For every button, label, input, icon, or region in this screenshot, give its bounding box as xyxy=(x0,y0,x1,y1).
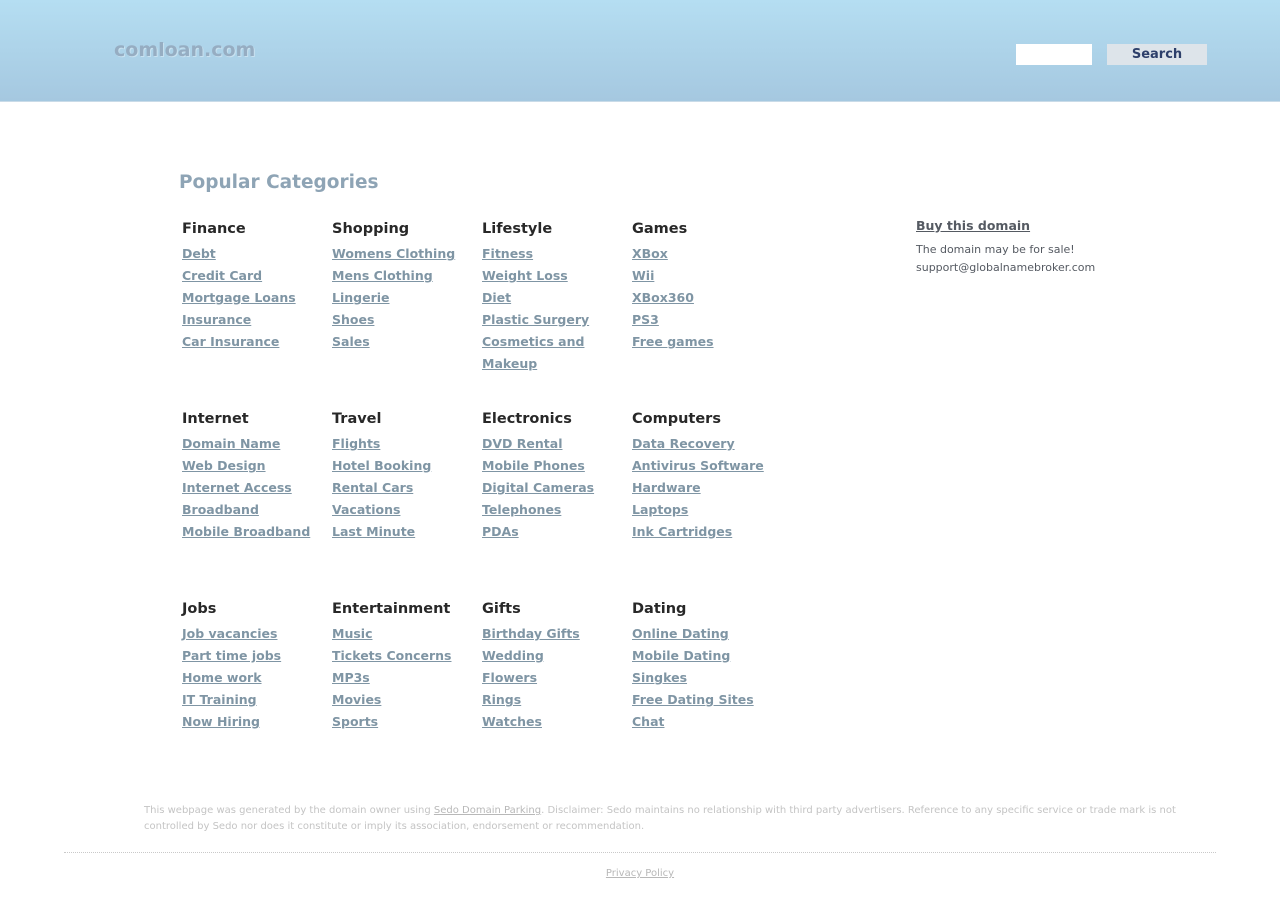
category-link[interactable]: Chat xyxy=(632,714,665,729)
category-heading: Travel xyxy=(332,411,382,427)
category-heading: Computers xyxy=(632,411,721,427)
category-link[interactable]: Home work xyxy=(182,670,262,685)
category-link[interactable]: Mobile Broadband xyxy=(182,524,311,539)
category-link[interactable]: Digital Cameras xyxy=(482,480,595,495)
category-lifestyle xyxy=(482,218,632,375)
category-link[interactable]: XBox xyxy=(632,246,668,261)
category-link[interactable]: Fitness xyxy=(482,246,534,261)
search-button[interactable]: Search xyxy=(1107,44,1207,65)
category-link[interactable]: Sports xyxy=(332,714,379,729)
category-heading: Games xyxy=(632,221,688,237)
category-heading: Jobs xyxy=(182,601,217,617)
buy-domain-link[interactable]: Buy this domain xyxy=(916,218,1031,233)
header xyxy=(0,0,1280,102)
category-link[interactable]: Mortgage Loans xyxy=(182,290,296,305)
category-link[interactable]: MP3s xyxy=(332,670,370,685)
category-link[interactable]: Internet Access xyxy=(182,480,292,495)
category-heading: Electronics xyxy=(482,411,572,427)
sidebar xyxy=(916,218,1176,277)
category-link[interactable]: Flights xyxy=(332,436,381,451)
category-link[interactable]: Wii xyxy=(632,268,655,283)
category-link[interactable]: Free games xyxy=(632,334,714,349)
category-link[interactable]: Laptops xyxy=(632,502,689,517)
category-link[interactable]: Wedding xyxy=(482,648,544,663)
category-heading: Lifestyle xyxy=(482,221,553,237)
category-link[interactable]: Free Dating Sites xyxy=(632,692,754,707)
category-link[interactable]: Data Recovery xyxy=(632,436,735,451)
category-link[interactable]: Singkes xyxy=(632,670,688,685)
search-input[interactable] xyxy=(1016,44,1092,65)
category-link[interactable]: Mens Clothing xyxy=(332,268,433,283)
category-link[interactable]: Now Hiring xyxy=(182,714,260,729)
category-link[interactable]: Birthday Gifts xyxy=(482,626,580,641)
category-link[interactable]: Domain Name xyxy=(182,436,281,451)
sale-text: The domain may be for sale! xyxy=(916,243,1075,256)
category-link[interactable]: Cosmetics and Makeup xyxy=(482,334,585,371)
category-link[interactable]: Tickets Concerns xyxy=(332,648,452,663)
category-travel xyxy=(332,408,482,543)
category-link[interactable]: Mobile Phones xyxy=(482,458,585,473)
category-link[interactable]: Telephones xyxy=(482,502,562,517)
category-heading: Entertainment xyxy=(332,601,451,617)
category-link[interactable]: Mobile Dating xyxy=(632,648,731,663)
category-link[interactable]: Hotel Booking xyxy=(332,458,432,473)
category-link[interactable]: Diet xyxy=(482,290,512,305)
category-entertainment xyxy=(332,598,482,733)
category-link[interactable]: Hardware xyxy=(632,480,701,495)
category-link[interactable]: Womens Clothing xyxy=(332,246,456,261)
sale-info xyxy=(916,241,1176,277)
category-link[interactable]: Web Design xyxy=(182,458,266,473)
category-link[interactable]: Weight Loss xyxy=(482,268,568,283)
category-heading: Finance xyxy=(182,221,246,237)
popular-categories-title: Popular Categories xyxy=(179,172,379,193)
category-link[interactable]: Job vacancies xyxy=(182,626,278,641)
category-link[interactable]: Car Insurance xyxy=(182,334,280,349)
category-link[interactable]: Vacations xyxy=(332,502,401,517)
category-link[interactable]: Ink Cartridges xyxy=(632,524,733,539)
category-link[interactable]: XBox360 xyxy=(632,290,694,305)
category-heading: Dating xyxy=(632,601,687,617)
contact-email: support@globalnamebroker.com xyxy=(916,261,1096,274)
category-link[interactable]: Watches xyxy=(482,714,542,729)
category-link[interactable]: Credit Card xyxy=(182,268,263,283)
category-link[interactable]: DVD Rental xyxy=(482,436,563,451)
category-link[interactable]: Movies xyxy=(332,692,382,707)
category-heading: Internet xyxy=(182,411,249,427)
category-link[interactable]: Rings xyxy=(482,692,522,707)
category-games xyxy=(632,218,782,353)
disclaimer xyxy=(144,803,1194,835)
category-link[interactable]: Online Dating xyxy=(632,626,729,641)
footer-divider xyxy=(64,852,1216,853)
category-link[interactable]: Music xyxy=(332,626,373,641)
category-internet xyxy=(182,408,332,543)
category-shopping xyxy=(332,218,482,353)
disclaimer-text-end: . Disclaimer: Sedo maintains no relationship with third party advertisers. Reference to any specific service or trade mark is not controlled by Sedo nor does it constitute or imply its association, endorsement or recommendation. xyxy=(144,805,1176,832)
category-dating xyxy=(632,598,782,733)
category-link[interactable]: Last Minute xyxy=(332,524,416,539)
category-link[interactable]: Part time jobs xyxy=(182,648,282,663)
category-link[interactable]: Insurance xyxy=(182,312,252,327)
category-link[interactable]: Plastic Surgery xyxy=(482,312,590,327)
category-link[interactable]: PS3 xyxy=(632,312,659,327)
sedo-parking-link[interactable]: Sedo Domain Parking xyxy=(433,805,542,816)
category-heading: Shopping xyxy=(332,221,410,237)
category-link[interactable]: Flowers xyxy=(482,670,538,685)
category-link[interactable]: Debt xyxy=(182,246,216,261)
category-link[interactable]: Antivirus Software xyxy=(632,458,764,473)
category-finance xyxy=(182,218,332,353)
site-logo[interactable]: comloan.com xyxy=(114,39,256,61)
category-link[interactable]: Shoes xyxy=(332,312,375,327)
category-electronics xyxy=(482,408,632,543)
category-link[interactable]: Rental Cars xyxy=(332,480,414,495)
category-jobs xyxy=(182,598,332,733)
disclaimer-text-start: This webpage was generated by the domain owner using xyxy=(144,805,434,816)
privacy-policy-link[interactable]: Privacy Policy xyxy=(605,868,675,879)
category-link[interactable]: Broadband xyxy=(182,502,259,517)
category-link[interactable]: Sales xyxy=(332,334,370,349)
category-link[interactable]: PDAs xyxy=(482,524,519,539)
category-heading: Gifts xyxy=(482,601,521,617)
category-computers xyxy=(632,408,782,543)
category-link[interactable]: Lingerie xyxy=(332,290,390,305)
category-link[interactable]: IT Training xyxy=(182,692,257,707)
category-gifts xyxy=(482,598,632,733)
